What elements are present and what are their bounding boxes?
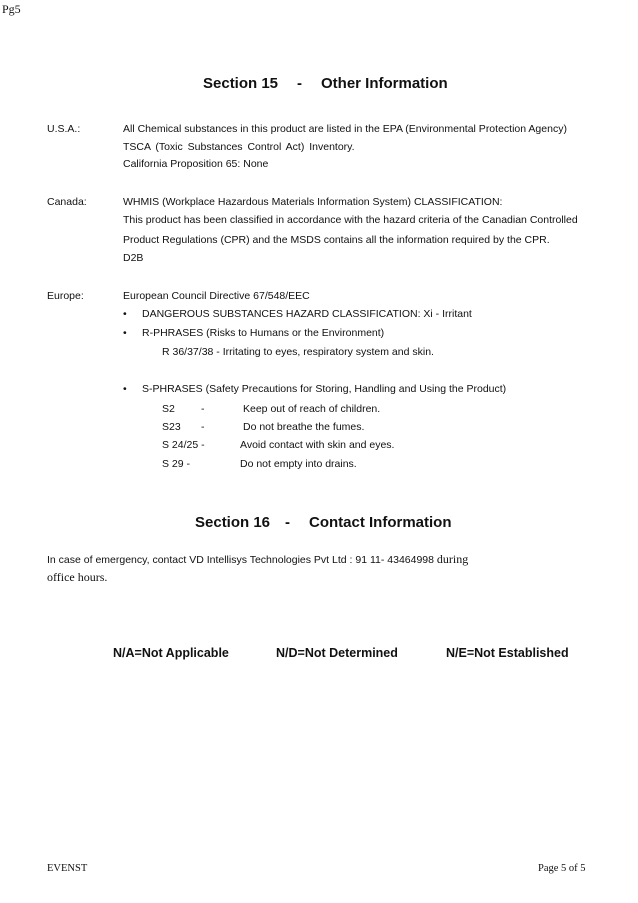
section16-dash: - (285, 514, 290, 531)
s-phrase-code: S 29 - (162, 458, 191, 470)
s-phrase-code: S23 (162, 421, 181, 433)
canada-line-2: This product has been classified in accordance with the hazard criteria of the Canadian Controlled (123, 214, 578, 226)
s-phrase-text: Do not breathe the fumes. (243, 421, 365, 433)
s-phrase-text: Do not empty into drains. (240, 458, 357, 470)
s-phrase-code: S2 (162, 403, 175, 415)
europe-directive: European Council Directive 67/548/EEC (123, 290, 310, 302)
footer-page-number: Page 5 of 5 (538, 863, 586, 874)
usa-line-2: TSCA (Toxic Substances Control Act) Inventory. (123, 141, 355, 153)
usa-label: U.S.A.: (47, 123, 81, 135)
s-phrase-code: S 24/25 - (162, 439, 205, 451)
canada-line-4: D2B (123, 252, 144, 264)
r-phrase: R 36/37/38 - Irritating to eyes, respiratory system and skin. (162, 346, 434, 358)
bullet-icon: • (123, 383, 127, 395)
canada-line-1: WHMIS (Workplace Hazardous Materials Information System) CLASSIFICATION: (123, 196, 503, 208)
europe-bullet-1: DANGEROUS SUBSTANCES HAZARD CLASSIFICATION: Xi - Irritant (142, 308, 472, 320)
contact-text-serif: during (436, 552, 469, 566)
section16-title: Contact Information (309, 514, 452, 531)
section15-number: Section 15 (203, 75, 279, 92)
section15-dash: - (297, 75, 302, 92)
bullet-icon: • (123, 327, 127, 339)
europe-bullet-2: R-PHRASES (Risks to Humans or the Environment) (142, 327, 385, 339)
canada-line-3: Product Regulations (CPR) and the MSDS contains all the information required by the CPR. (123, 234, 550, 246)
s-phrase-text: Avoid contact with skin and eyes. (240, 439, 395, 451)
usa-line-3: California Proposition 65: None (123, 158, 269, 170)
s-phrase-dash: - (201, 421, 205, 433)
contact-line-2: office hours. (47, 570, 108, 584)
usa-line-1: All Chemical substances in this product are listed in the EPA (Environmental Protection Agency) (123, 123, 567, 135)
abbr-nd: N/D=Not Determined (276, 646, 398, 660)
abbr-na: N/A=Not Applicable (113, 646, 229, 660)
footer-left: EVENST (47, 863, 88, 874)
s-phrase-text: Keep out of reach of children. (243, 403, 381, 415)
abbr-ne: N/E=Not Established (446, 646, 569, 660)
section15-title: Other Information (321, 75, 448, 92)
contact-line-1 (47, 552, 468, 567)
europe-bullet-3: S-PHRASES (Safety Precautions for Storing, Handling and Using the Product) (142, 383, 507, 395)
s-phrase-dash: - (201, 403, 205, 415)
page-label: Pg5 (2, 2, 21, 16)
europe-label: Europe: (47, 290, 84, 302)
contact-text: In case of emergency, contact VD Intellisys Technologies Pvt Ltd : 91 11- 43464998 (47, 554, 434, 566)
section16-number: Section 16 (195, 514, 271, 531)
bullet-icon: • (123, 308, 127, 320)
canada-label: Canada: (47, 196, 87, 208)
